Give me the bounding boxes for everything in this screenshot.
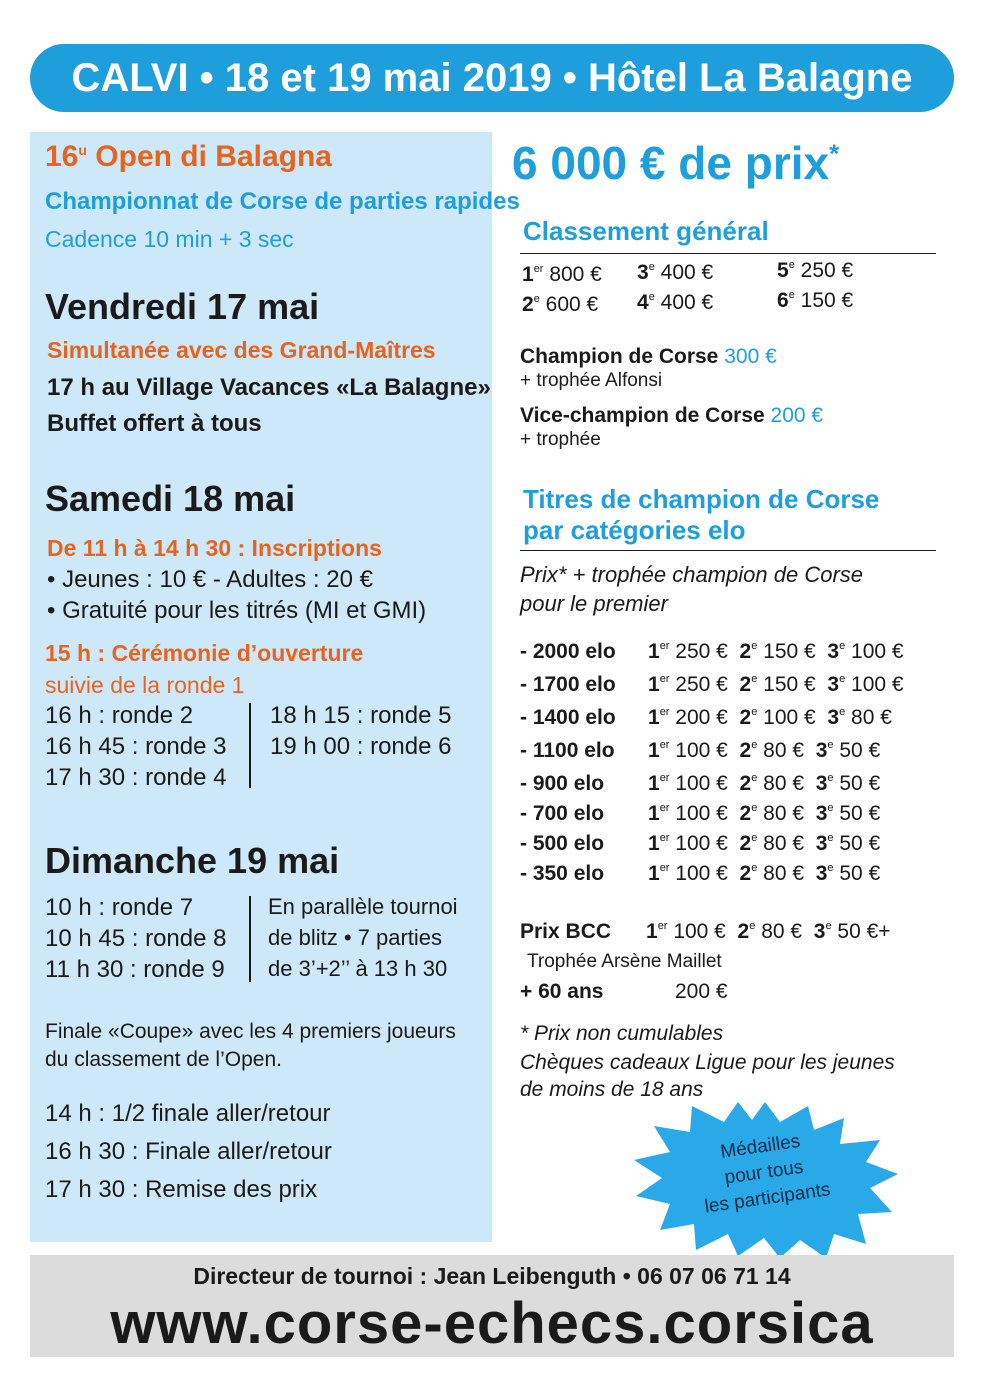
burst-line1: Médailles	[719, 1130, 802, 1163]
prize-amount: 150 €	[757, 673, 828, 696]
general-2: 2e 600 €	[522, 293, 599, 316]
rank-suffix: er	[659, 832, 670, 844]
elo-category: - 500 elo	[520, 832, 605, 855]
rank-number: 1	[648, 802, 660, 825]
rank-number: 2	[739, 772, 752, 795]
prize-amount: 50 €	[833, 862, 881, 885]
rank-number: 1	[648, 640, 660, 663]
sun-schedule-2: 16 h 30 : Finale aller/retour	[45, 1138, 332, 1165]
sixty-row: + 60 ans 200 €	[520, 980, 728, 1003]
burst-line3: les participants	[703, 1179, 832, 1218]
sat-round-2: 16 h : ronde 2	[45, 702, 194, 729]
general-5: 5e 250 €	[777, 259, 854, 282]
elo-category: - 1400 elo	[520, 706, 616, 729]
rank-number: 2	[739, 640, 752, 663]
saturday-inscriptions: De 11 h à 14 h 30 : Inscriptions	[47, 535, 382, 561]
prize-amount: 100 €	[845, 673, 904, 696]
bcc-row: Prix BCC 1er 100 € 2e 80 € 3e 50 €+	[520, 920, 891, 943]
rank-suffix: er	[659, 862, 670, 874]
note1: * Prix non cumulables	[520, 1022, 724, 1045]
note2: Chèques cadeaux Ligue pour les jeunes	[520, 1051, 895, 1074]
burst-line2: pour tous	[723, 1156, 805, 1189]
rank-number: 3	[827, 673, 840, 696]
titles-line2: par catégories elo	[523, 515, 746, 545]
rank-number: 2	[739, 832, 752, 855]
rank-suffix: e	[827, 862, 834, 874]
prize-amount: 150 €	[757, 640, 828, 663]
titles-line1: Titres de champion de Corse	[523, 484, 880, 514]
sun-schedule-3: 17 h 30 : Remise des prix	[45, 1176, 318, 1203]
vice-line: Vice-champion de Corse 200 €	[520, 404, 824, 427]
elo-row	[520, 802, 880, 826]
final-text2: du classement de l’Open.	[45, 1048, 282, 1071]
general-1: 1er 800 €	[522, 263, 602, 286]
prize-amount: 100 €	[845, 640, 904, 663]
rank-number: 3	[827, 706, 840, 729]
rank-number: 1	[648, 706, 660, 729]
elo-row	[520, 706, 892, 730]
rank-suffix: e	[827, 772, 834, 784]
rank-suffix: e	[751, 673, 758, 685]
sun-round-7: 10 h : ronde 7	[45, 894, 194, 921]
prize-total: 6 000 € de prix*	[512, 137, 840, 189]
elo-category: - 2000 elo	[520, 640, 616, 663]
prix-note2: pour le premier	[520, 591, 668, 616]
rank-suffix: e	[827, 739, 834, 751]
cadence-text: Cadence 10 min + 3 sec	[45, 226, 294, 252]
rank-suffix: er	[659, 640, 670, 652]
final-text1: Finale «Coupe» avec les 4 premiers joueurs	[45, 1020, 456, 1043]
rank-suffix: e	[839, 640, 846, 652]
prize-amount: 200 €	[669, 706, 740, 729]
sat-divider	[249, 703, 251, 788]
sun-schedule-1: 14 h : 1/2 finale aller/retour	[45, 1100, 331, 1127]
rank-number: 2	[739, 706, 752, 729]
prize-amount: 100 €	[669, 739, 740, 762]
friday-line1: 17 h au Village Vacances «La Balagne»	[47, 374, 491, 401]
website-link[interactable]: www.corse-echecs.corsica	[110, 1291, 874, 1356]
rank-suffix: e	[751, 862, 758, 874]
saturday-ceremony-sub: suivie de la ronde 1	[45, 672, 245, 698]
rank-number: 1	[648, 862, 660, 885]
rank-number: 3	[815, 802, 828, 825]
elo-row	[520, 739, 880, 763]
prize-amount: 50 €	[833, 802, 881, 825]
vice-trophy: + trophée	[520, 429, 601, 450]
rank-number: 2	[739, 739, 752, 762]
rank-suffix: e	[827, 832, 834, 844]
rank-number: 2	[739, 802, 752, 825]
friday-title: Vendredi 17 mai	[45, 286, 320, 327]
rank-suffix: e	[751, 832, 758, 844]
sun-round-8: 10 h 45 : ronde 8	[45, 925, 227, 952]
rank-number: 3	[815, 862, 828, 885]
prize-amount: 80 €	[845, 706, 892, 729]
prize-amount: 250 €	[669, 673, 740, 696]
sat-round-4: 17 h 30 : ronde 4	[45, 764, 227, 791]
sat-round-5: 18 h 15 : ronde 5	[270, 702, 452, 729]
elo-row	[520, 640, 904, 664]
prize-amount: 50 €	[833, 832, 881, 855]
prize-amount: 100 €	[669, 802, 740, 825]
rank-number: 3	[815, 832, 828, 855]
rank-suffix: e	[751, 772, 758, 784]
sun-round-9: 11 h 30 : ronde 9	[45, 956, 225, 983]
director-line: Directeur de tournoi : Jean Leibenguth • 06 07 06 71 14	[193, 1263, 791, 1289]
elo-category: - 1100 elo	[520, 739, 615, 762]
rank-suffix: e	[751, 739, 758, 751]
saturday-bullet1: • Jeunes : 10 € - Adultes : 20 €	[47, 566, 373, 593]
prix-note1: Prix* + trophée champion de Corse	[520, 562, 864, 587]
rank-suffix: e	[751, 802, 758, 814]
rank-suffix: e	[751, 640, 758, 652]
rank-suffix: er	[659, 673, 670, 685]
rank-number: 1	[648, 673, 660, 696]
saturday-title: Samedi 18 mai	[45, 478, 296, 519]
banner-text: CALVI • 18 et 19 mai 2019 • Hôtel La Balagne	[71, 56, 913, 100]
sat-round-3: 16 h 45 : ronde 3	[45, 733, 227, 760]
general-3: 3e 400 €	[637, 261, 714, 284]
titles-rule	[520, 550, 936, 551]
note3: de moins de 18 ans	[520, 1078, 704, 1101]
rank-suffix: er	[659, 802, 670, 814]
rank-number: 1	[648, 739, 660, 762]
prize-amount: 100 €	[669, 772, 740, 795]
championship-title: Championnat de Corse de parties rapides	[45, 188, 520, 215]
general-4: 4e 400 €	[637, 291, 714, 314]
elo-row	[520, 862, 880, 886]
prize-amount: 250 €	[669, 640, 740, 663]
prize-amount: 80 €	[757, 832, 816, 855]
blitz-line3: de 3’+2’’ à 13 h 30	[268, 956, 448, 981]
rank-suffix: er	[659, 706, 670, 718]
sunday-title: Dimanche 19 mai	[45, 840, 340, 881]
general-rule	[520, 253, 936, 254]
elo-row	[520, 673, 904, 697]
elo-category: - 350 elo	[520, 862, 605, 885]
general-title: Classement général	[523, 216, 769, 246]
rank-suffix: e	[839, 673, 846, 685]
sun-divider	[249, 896, 251, 982]
medals-burst	[630, 1100, 900, 1260]
rank-suffix: e	[751, 706, 758, 718]
champion-trophy: + trophée Alfonsi	[520, 370, 663, 391]
blitz-line1: En parallèle tournoi	[268, 894, 458, 919]
elo-row	[520, 772, 880, 796]
saturday-ceremony: 15 h : Cérémonie d’ouverture	[45, 640, 364, 666]
header-banner	[30, 44, 954, 112]
open-title: 16$^u$ Open di Balagna	[45, 140, 332, 173]
elo-category: - 700 elo	[520, 802, 605, 825]
bcc-trophy: Trophée Arsène Maillet	[527, 951, 722, 972]
friday-line2: Buffet offert à tous	[47, 410, 262, 437]
prize-amount: 50 €	[833, 772, 881, 795]
rank-suffix: er	[659, 772, 670, 784]
rank-suffix: e	[827, 802, 834, 814]
rank-number: 2	[739, 862, 752, 885]
prize-amount: 80 €	[757, 862, 816, 885]
friday-subtitle: Simultanée avec des Grand-Maîtres	[47, 337, 436, 363]
rank-number: 1	[648, 772, 660, 795]
rank-number: 1	[648, 832, 660, 855]
prize-amount: 100 €	[669, 832, 740, 855]
general-6: 6e 150 €	[777, 289, 854, 312]
prize-amount: 80 €	[757, 802, 816, 825]
rank-number: 3	[827, 640, 840, 663]
blitz-line2: de blitz • 7 parties	[268, 925, 443, 950]
elo-row	[520, 832, 880, 856]
prize-amount: 100 €	[669, 862, 740, 885]
elo-category: - 1700 elo	[520, 673, 616, 696]
rank-number: 3	[815, 739, 828, 762]
prize-amount: 80 €	[757, 772, 816, 795]
saturday-bullet2: • Gratuité pour les titrés (MI et GMI)	[47, 597, 427, 624]
rank-suffix: e	[839, 706, 846, 718]
champion-line: Champion de Corse 300 €	[520, 345, 777, 368]
rank-number: 3	[815, 772, 828, 795]
elo-category: - 900 elo	[520, 772, 605, 795]
prize-amount: 100 €	[757, 706, 828, 729]
rank-suffix: er	[659, 739, 670, 751]
sat-round-6: 19 h 00 : ronde 6	[270, 733, 452, 760]
prize-amount: 50 €	[833, 739, 881, 762]
prize-amount: 80 €	[757, 739, 816, 762]
rank-number: 2	[739, 673, 752, 696]
